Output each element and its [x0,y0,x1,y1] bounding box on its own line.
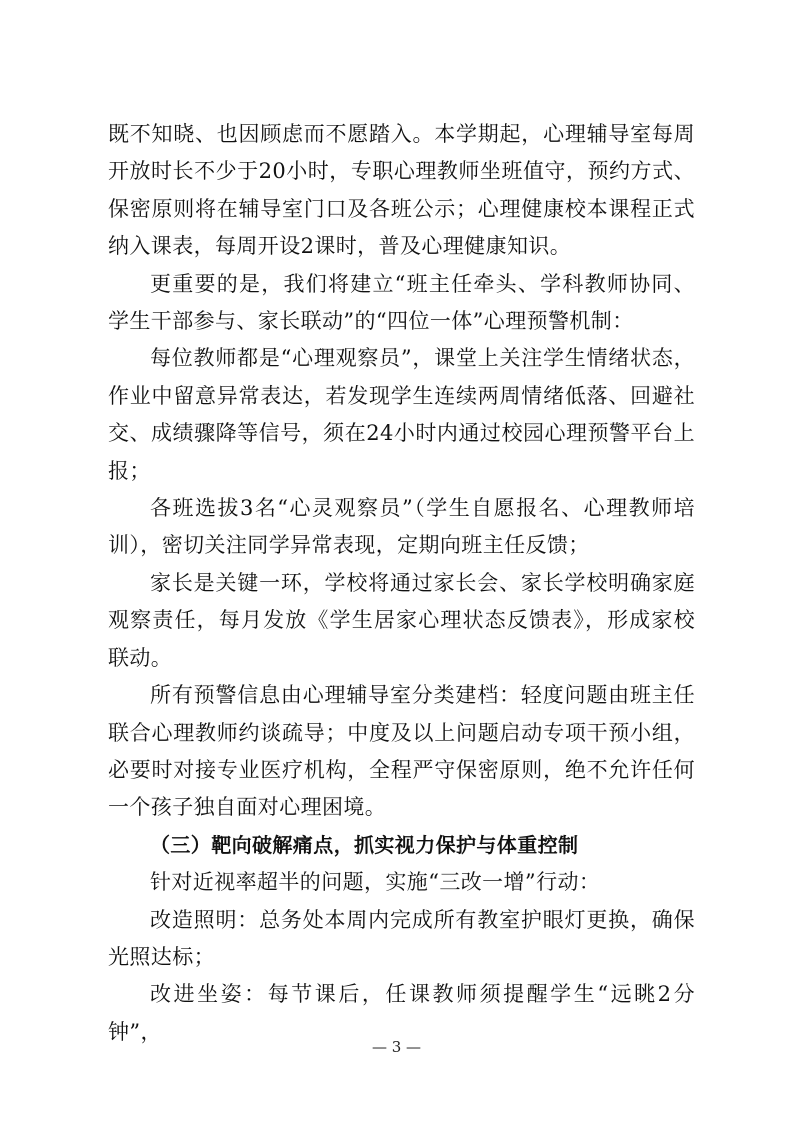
paragraph-warning-mechanism: 更重要的是，我们将建立“班主任牵头、学科教师协同、学生干部参与、家长联动”的“四位一体”心理预警机制： [108,271,695,334]
page-number: — 3 — [371,1038,422,1056]
paragraph-archive: 所有预警信息由心理辅导室分类建档：轻度问题由班主任联合心理教师约谈疏导；中度及以上问题启动专项干预小组，必要时对接专业医疗机构，全程严守保密原则，绝不允许任何一个孩子独自面对心理困境。 [108,683,695,820]
paragraph-parent-role: 家长是关键一环，学校将通过家长会、家长学校明确家庭观察责任，每月发放《学生居家心理状态反馈表》，形成家校联动。 [108,570,695,670]
paragraph-continuation: 既不知晓、也因顾虑而不愿踏入。本学期起，心理辅导室每周开放时长不少于20小时，专职心理教师坐班值守，预约方式、保密原则将在辅导室门口及各班公示；心理健康校本课程正式纳入课表，每周开设2课时，普及心理健康知识。 [108,122,695,259]
paragraph-lighting: 改造照明：总务处本周内完成所有教室护眼灯更换，确保光照达标； [108,907,695,969]
paragraph-student-observer: 各班选拔3名“心灵观察员”（学生自愿报名、心理教师培训），密切关注同学异常表现，定期向班主任反馈； [108,496,695,558]
paragraph-posture: 改进坐姿：每节课后，任课教师须提醒学生“远眺2分钟”， [108,982,695,1044]
paragraph-teacher-observer: 每位教师都是“心理观察员”，课堂上关注学生情绪状态，作业中留意异常表达，若发现学生连续两周情绪低落、回避社交、成绩骤降等信号，须在24小时内通过校园心理预警平台上报； [108,346,695,483]
paragraph-myopia: 针对近视率超半的问题，实施“三改一增”行动： [150,870,601,895]
document-body [108,116,695,1051]
section-heading: （三）靶向破解痛点，抓实视力保护与体重控制 [150,832,579,857]
